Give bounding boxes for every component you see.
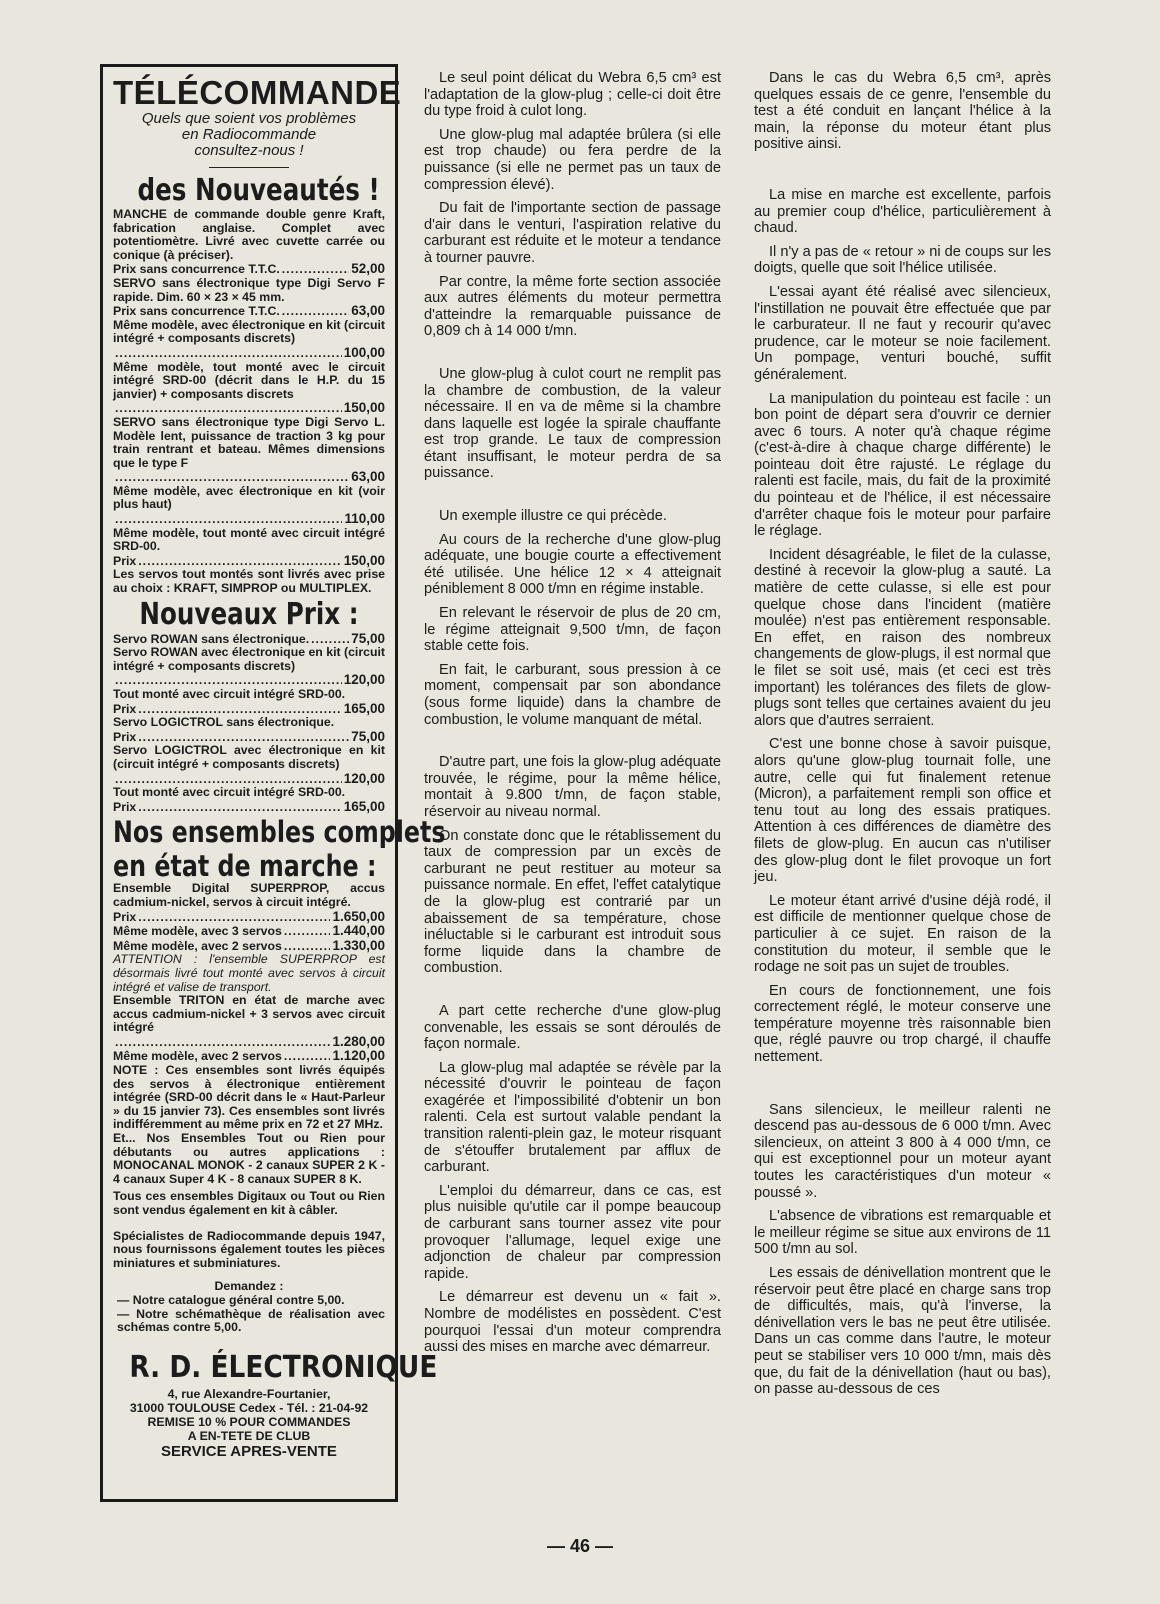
article-paragraph: Une glow-plug mal adaptée brûlera (si elle est trop chaude) ou fera perdre de la puissance (si elle ne permet pas un taux de compression élevé). bbox=[424, 126, 721, 193]
product-note: Les servos tout montés sont livrés avec prise au choix : KRAFT, SIMPROP ou MULTIPLEX. bbox=[113, 567, 385, 596]
price-line: Prix sans concurrence T.T.C. ..... 52,00 bbox=[113, 262, 385, 277]
ad-subtitle-line: en Radiocommande bbox=[181, 126, 317, 143]
product-desc: Tout monté avec circuit intégré SRD-00. bbox=[113, 785, 346, 800]
article-paragraph: La manipulation du pointeau est facile : un bon point de départ sera d'ouvrir ce dernier avec 6 tours. A noter qu'à chaque régime (c'est-à-dire à chaque charge différente) le pointeau doit être rajusté. Le réglage du ralenti est facile, mais, du fait de la proximité du pointeau et de l'hélice, il est nécessaire d'arrêter chaque fois le moteur pour parfaire le réglage. bbox=[754, 390, 1051, 540]
article-paragraph: Au cours de la recherche d'une glow-plug adéquate, une bougie courte a effectivement été utilisée. Une hélice 12 × 4 atteignait péniblement 8 000 t/mn en régime instable. bbox=[424, 531, 721, 598]
price-line: Même modèle, avec 3 servos ..... 1.440,00 bbox=[113, 924, 385, 939]
price-line: Prix ..... 1.650,00 bbox=[113, 910, 385, 925]
article-paragraph: La mise en marche est excellente, parfois au premier coup d'hélice, particulièrement à chaud. bbox=[754, 186, 1051, 237]
article-paragraph: Les essais de dénivellation montrent que le réservoir peut être placé en charge sans trop de difficultés, mais, qu'à l'inverse, la dénivellation vers le bas ne peut être utilisée. Dans un cas comme dans l'autre, le moteur peut se stabiliser vers 10 000 t/mn, mais dès que, du fait de la dénivellation (haut ou bas), on passe au-dessous de ces bbox=[754, 1265, 1051, 1398]
price-line: ..... 150,00 bbox=[113, 401, 385, 416]
page-number: — 46 — bbox=[546, 1536, 614, 1556]
product-desc: Ensemble TRITON en état de marche avec accus cadmium-nickel + 3 servos avec circuit intégré bbox=[113, 993, 385, 1035]
price-line: ..... 120,00 bbox=[113, 772, 385, 787]
product-desc: Même modèle, avec électronique en kit (circuit intégré + composants discrets) bbox=[113, 317, 385, 346]
product-desc: Servo LOGICTROL sans électronique. bbox=[113, 715, 335, 730]
ad-title: TÉLÉCOMMANDE bbox=[113, 74, 402, 111]
article-paragraph: On constate donc que le rétablissement du taux de compression par un excès de carburant ne peut restituer au moteur sa puissance normale. En effet, l'effet catalytique de la glow-plug est contrarié par un abaissement de sa température, chose inéluctable si le carburant est introduit sous forme liquide dans la chambre de combustion. bbox=[424, 827, 721, 977]
note-paragraph: NOTE : Ces ensembles sont livrés équipés des servos à électronique entièrement intégrée (SRD-00 décrit dans le « Haut-Parleur » du 15 janvier 73). Ces ensembles sont livrés indifféremment au même prix en 72 et 27 MHz. bbox=[113, 1063, 385, 1132]
article-paragraph: En cours de fonctionnement, une fois correctement réglé, le moteur conserve une température moyenne très raisonnable bien que, réglé pauvre ou trop chargé, il chauffe nettement. bbox=[754, 982, 1051, 1066]
product-desc: Tout monté avec circuit intégré SRD-00. bbox=[113, 687, 346, 701]
article-paragraph: Le seul point délicat du Webra 6,5 cm³ est l'adaptation de la glow-plug ; celle-ci doit être du type froid à culot long. bbox=[424, 70, 721, 120]
service-line: SERVICE APRES-VENTE bbox=[161, 1442, 337, 1460]
schematheque-offer: — Notre schémathèque de réalisation avec schémas contre 5,00. bbox=[117, 1306, 385, 1335]
product-desc: Servo LOGICTROL avec électronique en kit (circuit intégré + composants discrets) bbox=[113, 743, 385, 771]
article-paragraph: L'essai ayant été réalisé avec silencieux, l'instillation ne pouvait être effectuée que par le carburateur. Il ne faut y recourir qu'avec prudence, car le moteur se noie facilement. Un pompage, venturi bouché, suffit généralement. bbox=[754, 283, 1051, 383]
product-desc: MANCHE de commande double genre Kraft, fabrication anglaise. Complet avec potentiomètre. Livré avec cuvette carrée ou conique (à préciser). bbox=[113, 207, 385, 262]
article-paragraph: La glow-plug mal adaptée se révèle par la nécessité d'ouvrir le pointeau de façon exagérée et l'impossibilité d'obtenir un bon ralenti. Cela est surtout valable pendant la transition ralenti-plein gaz, le moteur risquant de s'étouffer brutalement par afflux de carburant. bbox=[424, 1059, 721, 1176]
article-paragraph: En relevant le réservoir de plus de 20 cm, le régime atteignait 9,500 t/mn, de façon stable cette fois. bbox=[424, 605, 721, 655]
price-line: Prix ..... 150,00 bbox=[113, 554, 385, 569]
price-line: ..... 63,00 bbox=[113, 470, 385, 485]
article-paragraph: Sans silencieux, le meilleur ralenti ne descend pas au-dessous de 6 000 t/mn. Avec silencieux, on atteint 3 800 à 4 000 t/mn, ce qui est exceptionnel pour un moteur ayant toutes les caractéristiques d'un moteur « poussé ». bbox=[754, 1101, 1051, 1201]
heading-nouveaux-prix: Nouveaux Prix : bbox=[139, 596, 359, 632]
price-line: ..... 1.280,00 bbox=[113, 1035, 385, 1050]
product-desc: SERVO sans électronique type Digi Servo F rapide. Dim. 60 × 23 × 45 mm. bbox=[113, 275, 385, 304]
article-paragraph: Il n'y a pas de « retour » ni de coups sur les doigts, quelle que soit l'hélice utilisée. bbox=[754, 243, 1051, 277]
price-line: Prix ..... 165,00 bbox=[113, 800, 385, 815]
article-paragraph: Le démarreur est devenu un « fait ». Nombre de modélistes en possèdent. C'est pourquoi l'essai d'un moteur comprendra aussi des mises en marche avec démarreur. bbox=[424, 1289, 721, 1356]
price-line: Prix sans concurrence T.T.C. ..... 63,00 bbox=[113, 304, 385, 319]
article-paragraph: Une glow-plug à culot court ne remplit pas la chambre de combustion, de la valeur nécessaire. Il en va de même si la chambre dans laquelle est logée la spirale chauffante est trop grande. Le taux de compression étant insuffisant, le moteur perdra de sa puissance. bbox=[424, 365, 721, 482]
article-paragraph: Incident désagréable, le filet de la culasse, destiné à recevoir la glow-plug a sauté. La matière de cette culasse, si elle est pour quelque chose dans l'incident (matière moulée) n'est pas entièrement responsable. En effet, en raison des nombreux changements de glow-plugs, il est normal que le filet se soit usé, mais (et ceci est très important) les tolérances des filets de glow-plugs sont telles que certaines avaient du jeu alors que d'autres serraient. bbox=[754, 546, 1051, 729]
product-desc: SERVO sans électronique type Digi Servo L. Modèle lent, puissance de traction 3 kg pour train rentrant et bateau. Mêmes dimensions que le type F bbox=[113, 414, 385, 470]
article-paragraph: L'absence de vibrations est remarquable et le meilleur régime se situe aux environs de 11 500 t/mn au sol. bbox=[754, 1208, 1051, 1258]
price-line: Servo ROWAN sans électronique. ..... 75,00 bbox=[113, 632, 385, 647]
article-paragraph: Du fait de l'importante section de passage d'air dans le venturi, l'aspiration relative du carburant est réduite et le moteur a tendance à tourner pauvre. bbox=[424, 200, 721, 266]
article-paragraph: A part cette recherche d'une glow-plug convenable, les essais se sont déroulés de façon normale. bbox=[424, 1002, 721, 1053]
advertisement-box bbox=[100, 64, 446, 1502]
discount-line: A EN-TETE DE CLUB bbox=[187, 1428, 311, 1443]
article-column-middle bbox=[424, 70, 721, 1363]
ad-subtitle-line: Quels que soient vos problèmes bbox=[141, 110, 357, 127]
article-paragraph: Le moteur étant arrivé d'usine déjà rodé, il est difficile de mentionner quelque chose de particulier à ce sujet. En raison de la constitution du moteur, il semble que le rodage ne soit pas un sujet de troubles. bbox=[754, 892, 1051, 976]
price-line: ..... 100,00 bbox=[113, 346, 385, 361]
specialists-paragraph: Spécialistes de Radiocommande depuis 1947, nous fournissons également toutes les pièces miniatures et subminiatures. bbox=[113, 1228, 385, 1270]
product-desc: Ensemble Digital SUPERPROP, accus cadmium-nickel, servos à circuit intégré. bbox=[113, 881, 385, 909]
price-line: ..... 110,00 bbox=[113, 512, 385, 527]
article-column-right bbox=[754, 70, 1051, 1405]
product-desc: Même modèle, tout monté avec circuit intégré SRD-00. bbox=[113, 525, 385, 554]
address-line: 4, rue Alexandre-Fourtanier, bbox=[167, 1386, 331, 1401]
price-line: Même modèle, avec 2 servos ..... 1.120,00 bbox=[113, 1049, 385, 1064]
article-paragraph: Dans le cas du Webra 6,5 cm³, après quelques essais de ce genre, l'ensemble du test a été conduit en lançant l'hélice à la main, la réponse du moteur étant plus positive ainsi. bbox=[754, 70, 1051, 153]
discount-line: REMISE 10 % POUR COMMANDES bbox=[147, 1414, 351, 1429]
heading-ensembles: Nos ensembles complets bbox=[113, 815, 446, 850]
article-paragraph: Par contre, la même forte section associée aux autres éléments du moteur permettra d'atteindre la remarquable puissance de 0,809 ch à 14 000 t/mn. bbox=[424, 273, 721, 340]
article-paragraph: En fait, le carburant, sous pression à ce moment, compensait par son abondance (sous forme liquide) dans la chambre de combustion, le volume manquant de métal. bbox=[424, 661, 721, 728]
article-paragraph: D'autre part, une fois la glow-plug adéquate trouvée, le régime, pour la même hélice, montait à 9.800 t/mn, de façon stable, réservoir au niveau normal. bbox=[424, 754, 721, 820]
company-name: R. D. ÉLECTRONIQUE bbox=[129, 1349, 438, 1385]
attention-note: ATTENTION : l'ensemble SUPERPROP est désormais livré tout monté avec servos à circuit intégré et valise de transport. bbox=[113, 952, 385, 994]
price-line: Prix ..... 165,00 bbox=[113, 702, 385, 717]
catalogue-offer: — Notre catalogue général contre 5,00. bbox=[117, 1292, 345, 1307]
tout-ou-rien-paragraph: Et... Nos Ensembles Tout ou Rien pour débutants ou autres applications : MONOCANAL MONOK - 2 canaux SUPER 2 K - 4 canaux Super 4 K - 8 canaux SUPER 8 K. bbox=[113, 1131, 385, 1186]
article-paragraph: C'est une bonne chose à savoir puisque, alors qu'une glow-plug tournait folle, une autre, celle qui fut finalement retenue (Micron), a parfaitement rempli son office et tenu tout au long des essais pratiques. Attention à ces différences de diamètre des filets de glow-plug. En aucun cas n'utiliser des glow-plug dont le filet provoque un fort jeu. bbox=[754, 736, 1051, 886]
article-paragraph: Un exemple illustre ce qui précède. bbox=[439, 508, 667, 525]
price-line: ..... 120,00 bbox=[113, 673, 385, 688]
address-line: 31000 TOULOUSE Cedex - Tél. : 21-04-92 bbox=[129, 1400, 369, 1415]
ad-subtitle-line: consultez-nous ! bbox=[194, 142, 304, 159]
product-desc: Servo ROWAN avec électronique en kit (circuit intégré + composants discrets) bbox=[113, 645, 385, 673]
product-desc: Même modèle, tout monté avec le circuit intégré SRD-00 (décrit dans le H.P. du 15 janvier) + composants discrets bbox=[113, 359, 385, 401]
demandez-label: Demandez : bbox=[214, 1279, 284, 1294]
price-line: Prix ..... 75,00 bbox=[113, 730, 385, 745]
kit-paragraph: Tous ces ensembles Digitaux ou Tout ou Rien sont vendus également en kit à câbler. bbox=[113, 1189, 385, 1217]
heading-nouveautes: des Nouveautés ! bbox=[137, 173, 380, 208]
price-line: Même modèle, avec 2 servos ..... 1.330,00 bbox=[113, 939, 385, 954]
divider bbox=[209, 167, 289, 168]
article-paragraph: L'emploi du démarreur, dans ce cas, est plus nuisible qu'utile car il pompe beaucoup de carburant sans tourner assez vite pour provoquer l'allumage, lequel exige une adjonction de chaleur par compression rapide. bbox=[424, 1182, 721, 1282]
heading-etat-de-marche: en état de marche : bbox=[113, 849, 377, 884]
product-desc: Même modèle, avec électronique en kit (voir plus haut) bbox=[113, 483, 385, 512]
